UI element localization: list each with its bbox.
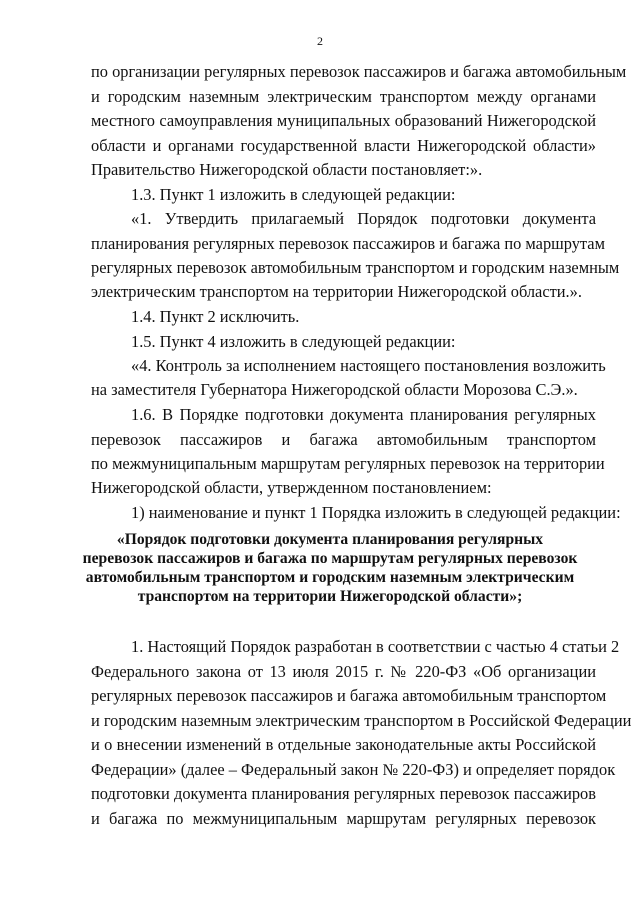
text-line: 1) наименование и пункт 1 Порядка изложить в следующей редакции: (131, 503, 621, 522)
text-line: и о внесении изменений в отдельные законодательные акты Российской (91, 735, 596, 754)
title-line: автомобильным транспортом и городским наземным электрическим (85, 569, 575, 586)
text-line: 1.5. Пункт 4 изложить в следующей редакции: (131, 332, 456, 351)
text-line: Правительство Нижегородской области постановляет:». (91, 160, 483, 179)
text-line: и городским наземным электрическим транспортом между органами (91, 87, 596, 106)
text-line: местного самоуправления муниципальных образований Нижегородской (91, 111, 596, 130)
text-line: на заместителя Губернатора Нижегородской области Морозова С.Э.». (91, 380, 578, 399)
text-line: «1. Утвердить прилагаемый Порядок подготовки документа (131, 209, 596, 228)
text-line: и городским наземным электрическим транспортом в Российской Федерации (91, 711, 632, 730)
page-number: 2 (317, 34, 323, 48)
text-line: 1. Настоящий Порядок разработан в соответствии с частью 4 статьи 2 (131, 637, 620, 656)
text-line: 1.3. Пункт 1 изложить в следующей редакции: (131, 185, 456, 204)
text-line: подготовки документа планирования регулярных перевозок пассажиров (91, 784, 596, 803)
text-line: и багажа по межмуниципальным маршрутам регулярных перевозок (91, 809, 596, 828)
title-line: «Порядок подготовки документа планирования регулярных (116, 531, 544, 548)
text-line: Федерального закона от 13 июля 2015 г. № 220-ФЗ «Об организации (91, 662, 596, 681)
text-line: планирования регулярных перевозок пассажиров и багажа по маршрутам (91, 234, 605, 253)
text-line: 1.6. В Порядке подготовки документа планирования регулярных (131, 405, 596, 424)
text-line: по организации регулярных перевозок пассажиров и багажа автомобильным (91, 62, 627, 81)
text-line: 1.4. Пункт 2 исключить. (131, 307, 300, 326)
text-line: Федерации» (далее – Федеральный закон № 220-ФЗ) и определяет порядок (91, 760, 616, 779)
title-line: транспортом на территории Нижегородской области»; (137, 588, 523, 605)
text-line: Нижегородской области, утвержденном постановлением: (91, 478, 492, 497)
text-line: по межмуниципальным маршрутам регулярных перевозок на территории (91, 454, 605, 473)
text-line: регулярных перевозок пассажиров и багажа автомобильным транспортом (91, 686, 607, 705)
text-line: перевозок пассажиров и багажа автомобильным транспортом (91, 430, 596, 449)
title-line: перевозок пассажиров и багажа по маршрутам регулярных перевозок (82, 550, 578, 567)
text-line: «4. Контроль за исполнением настоящего постановления возложить (131, 356, 606, 375)
text-line: электрическим транспортом на территории Нижегородской области.». (91, 282, 582, 301)
text-line: регулярных перевозок автомобильным транспортом и городским наземным (91, 258, 620, 277)
text-line: области и органами государственной власти Нижегородской области» (91, 136, 596, 155)
